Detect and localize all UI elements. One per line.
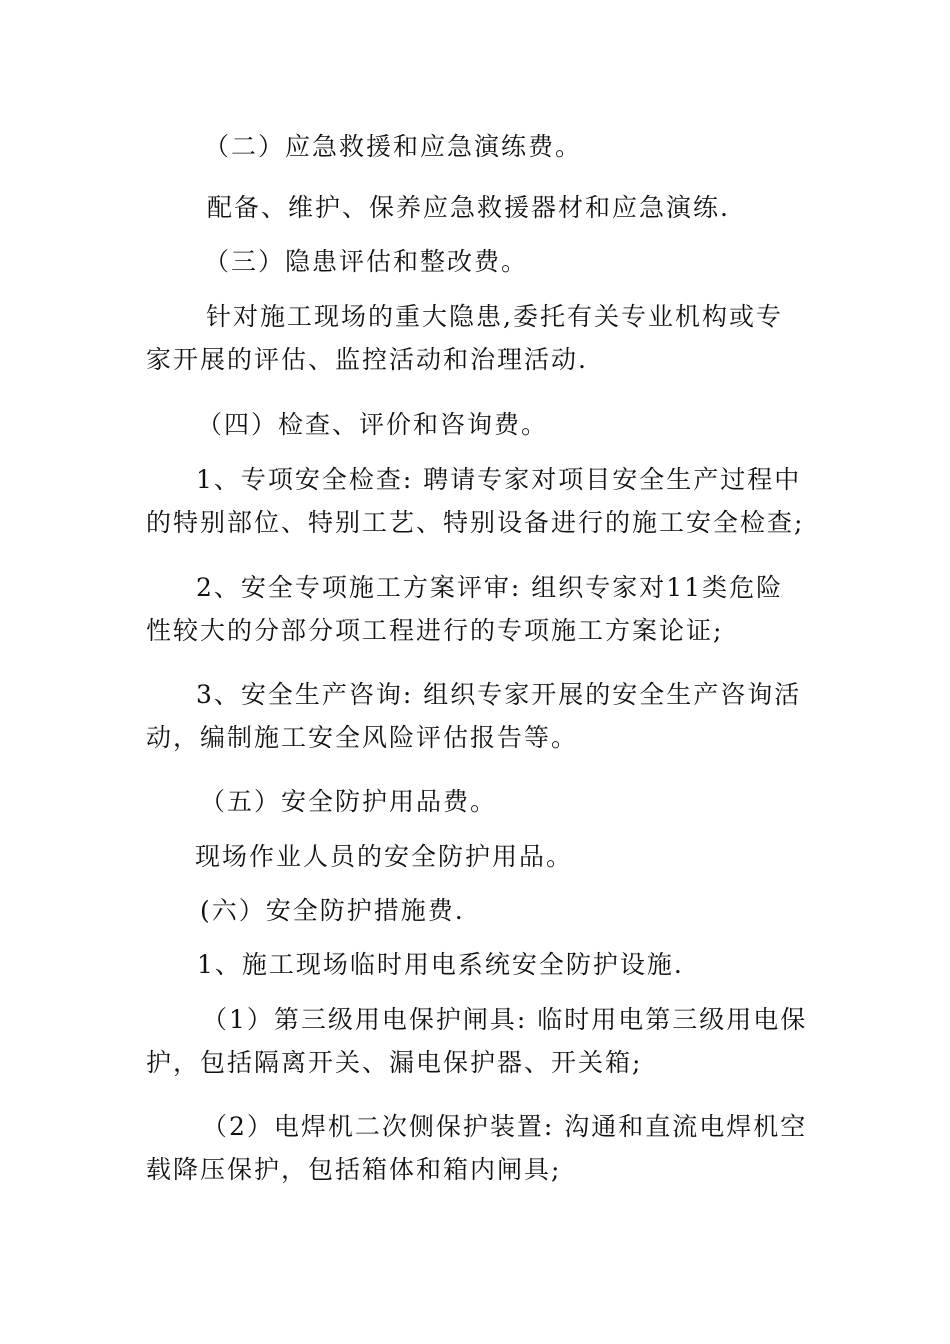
paragraph-hazard-assessment: 针对施工现场的重大隐患,委托有关专业机构或专家开展的评估、监控活动和治理活动. [146, 302, 783, 374]
list-item-plan-review: 2、安全专项施工方案评审: 组织专家对11类危险性较大的分部分项工程进行的专项施工方案论证; [146, 573, 784, 645]
section-heading-inspection-consulting: （四）检查、评价和咨询费。 [197, 410, 549, 439]
list-item-third-level-protection: （1）第三级用电保护闸具: 临时用电第三级用电保护，包括隔离开关、漏电保护器、开关箱; [146, 1005, 808, 1077]
paragraph-protective-equipment: 现场作业人员的安全防护用品。 [195, 842, 574, 871]
list-item-safety-consulting: 3、安全生产咨询: 组织专家开展的安全生产咨询活动，编制施工安全风险评估报告等。 [146, 680, 802, 752]
list-item-temporary-power: 1、施工现场临时用电系统安全防护设施. [197, 950, 684, 979]
section-heading-protective-equipment: （五）安全防护用品费。 [200, 787, 498, 816]
list-item-special-inspection: 1、专项安全检查: 聘请专家对项目安全生产过程中的特别部位、特别工艺、特别设备进行的施工安全检查; [146, 465, 805, 537]
section-heading-protective-measures: (六）安全防护措施费. [200, 896, 465, 925]
section-heading-emergency-rescue: （二）应急救援和应急演练费。 [204, 132, 583, 161]
list-item-welder-protection: （2）电焊机二次侧保护装置: 沟通和直流电焊机空载降压保护，包括箱体和箱内闸具; [146, 1112, 808, 1184]
paragraph-emergency-equipment: 配备、维护、保养应急救援器材和应急演练. [207, 193, 730, 222]
section-heading-hazard-assessment: （三）隐患评估和整改费。 [204, 247, 529, 276]
